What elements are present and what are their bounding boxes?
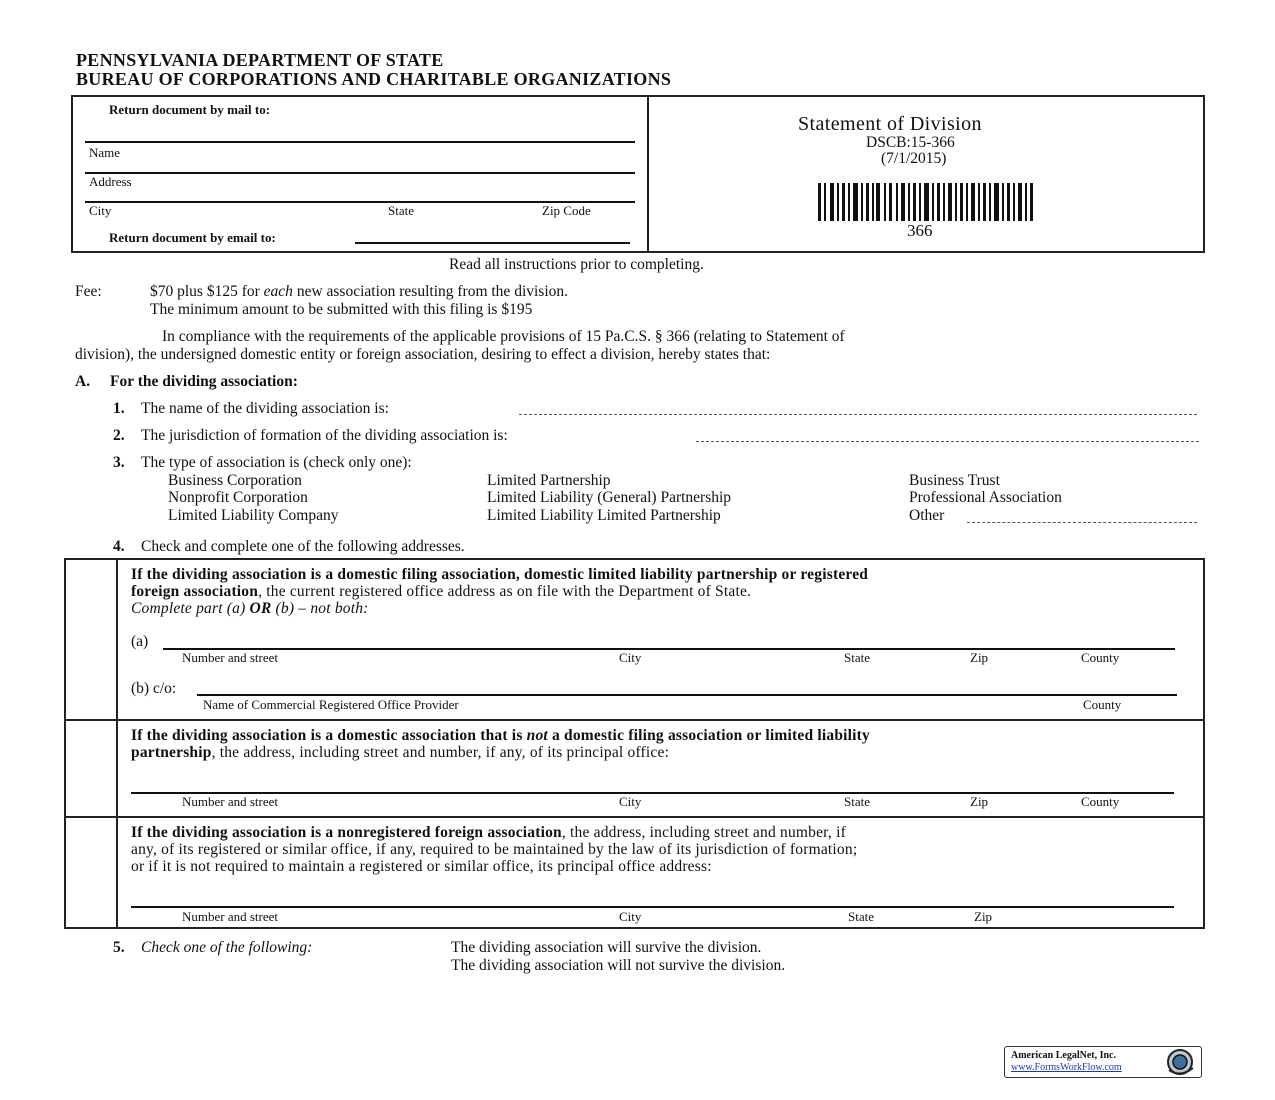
address-label: Address <box>89 174 132 189</box>
col-number-street: Number and street <box>182 794 279 809</box>
zip-code-label: Zip Code <box>542 203 591 218</box>
fee-line-2: The minimum amount to be submitted with this filing is $195 <box>150 301 533 318</box>
option-2-address-line[interactable] <box>131 792 1174 794</box>
barcode <box>818 183 1034 221</box>
col-county: County <box>1081 794 1120 809</box>
q5-option-survive[interactable]: The dividing association will survive the division. <box>451 939 762 956</box>
forms-workflow-logo[interactable] <box>1004 1046 1202 1078</box>
address-option-3-text: If the dividing association is a nonregistered foreign association, the address, including street and number, if any, of its registered or similar office, if any, required to be maintained by the law of its jurisdiction of formation; or if it is not required to maintain a registered or similar office, its principal office address: <box>131 824 858 875</box>
col-county: County <box>1081 650 1120 665</box>
state-label: State <box>388 203 414 218</box>
q2-number: 2. <box>113 427 125 444</box>
type-lllp[interactable]: Limited Liability Limited Partnership <box>487 507 721 524</box>
type-other[interactable]: Other <box>909 507 945 524</box>
type-limited-partnership[interactable]: Limited Partnership <box>487 472 611 489</box>
address-table-divider-1 <box>64 719 1205 721</box>
type-business-corporation[interactable]: Business Corporation <box>168 472 302 489</box>
form-code: DSCB:15-366 <box>866 134 955 151</box>
fee-label: Fee: <box>75 283 102 300</box>
name-line[interactable] <box>85 172 635 174</box>
type-other-input-line[interactable] <box>967 522 1197 523</box>
address-table-divider-2 <box>64 816 1205 818</box>
return-mail-line[interactable] <box>85 141 635 143</box>
col-number-street: Number and street <box>182 650 279 665</box>
instructions-note: Read all instructions prior to completing. <box>449 256 704 273</box>
fee-line-1: $70 plus $125 for each new association resulting from the division. <box>150 283 569 300</box>
col-state: State <box>848 909 874 924</box>
col-zip: Zip <box>970 794 989 809</box>
type-nonprofit-corporation[interactable]: Nonprofit Corporation <box>168 489 308 506</box>
footer-url[interactable]: www.FormsWorkFlow.com <box>1011 1062 1122 1073</box>
type-business-trust[interactable]: Business Trust <box>909 472 1000 489</box>
col-city: City <box>619 650 642 665</box>
return-email-line[interactable] <box>355 242 630 244</box>
q1-label: The name of the dividing association is: <box>141 400 389 417</box>
part-b-cro-line[interactable] <box>197 694 1177 696</box>
section-a-title: For the dividing association: <box>110 373 298 390</box>
return-mail-label: Return document by mail to: <box>109 102 271 117</box>
q5-number: 5. <box>113 939 125 956</box>
form-title: Statement of Division <box>798 113 982 135</box>
col-state: State <box>844 794 870 809</box>
q3-label: The type of association is (check only one): <box>141 454 412 471</box>
q2-input-line[interactable] <box>696 441 1199 442</box>
col-zip: Zip <box>970 650 989 665</box>
cro-county-label: County <box>1083 697 1122 712</box>
barcode-number: 366 <box>907 221 933 240</box>
footer-company: American LegalNet, Inc. <box>1011 1050 1116 1061</box>
intro-line-2: division), the undersigned domestic entity or foreign association, desiring to effect a division, hereby states that: <box>75 346 771 363</box>
part-b-label: (b) c/o: <box>131 680 177 697</box>
col-state: State <box>844 650 870 665</box>
part-a-address-line[interactable] <box>163 648 1175 650</box>
type-professional-association[interactable]: Professional Association <box>909 489 1062 506</box>
col-zip: Zip <box>974 909 993 924</box>
globe-icon <box>1163 1048 1197 1076</box>
q5-option-not-survive[interactable]: The dividing association will not survive the division. <box>451 957 786 974</box>
type-llc[interactable]: Limited Liability Company <box>168 507 339 524</box>
q3-number: 3. <box>113 454 125 471</box>
col-city: City <box>619 909 642 924</box>
option-3-address-line[interactable] <box>131 906 1174 908</box>
return-email-label: Return document by email to: <box>109 230 276 245</box>
q4-label: Check and complete one of the following addresses. <box>141 538 465 555</box>
col-number-street: Number and street <box>182 909 279 924</box>
q4-number: 4. <box>113 538 125 555</box>
section-a-label: A. <box>75 373 91 390</box>
name-label: Name <box>89 145 121 160</box>
part-a-label: (a) <box>131 633 149 650</box>
bureau-title: BUREAU OF CORPORATIONS AND CHARITABLE ORGANIZATIONS <box>76 69 672 89</box>
cro-name-label: Name of Commercial Registered Office Provider <box>203 697 459 712</box>
city-label: City <box>89 203 112 218</box>
header-box-divider <box>647 95 649 253</box>
type-llp-general[interactable]: Limited Liability (General) Partnership <box>487 489 732 506</box>
address-option-2-text: If the dividing association is a domestic association that is not a domestic filing association or limited liability partnership, the address, including street and number, if any, of its principal office: <box>131 727 870 761</box>
col-city: City <box>619 794 642 809</box>
q1-number: 1. <box>113 400 125 417</box>
q5-label: Check one of the following: <box>141 939 313 956</box>
address-table-check-column <box>116 558 118 929</box>
q1-input-line[interactable] <box>519 414 1197 415</box>
form-date: (7/1/2015) <box>881 150 947 167</box>
agency-title: PENNSYLVANIA DEPARTMENT OF STATE <box>76 50 444 70</box>
address-option-1-text: If the dividing association is a domestic filing association, domestic limited liability partnership or registered foreign association, the current registered office address as on file with the Department of State. Complete part (a) OR (b) – not both: <box>131 566 869 617</box>
q2-label: The jurisdiction of formation of the dividing association is: <box>141 427 508 444</box>
intro-line-1: In compliance with the requirements of the applicable provisions of 15 Pa.C.S. § 366 (relating to Statement of <box>162 328 845 345</box>
